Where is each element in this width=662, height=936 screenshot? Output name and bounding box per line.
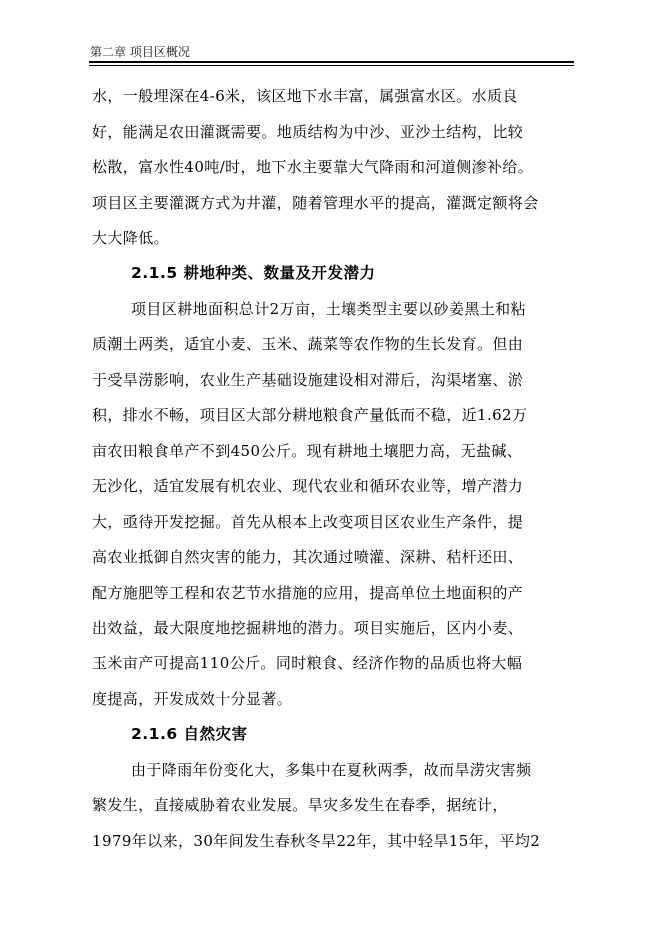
section-heading-2-1-6: 2.1.6 自然灾害	[131, 725, 248, 743]
section-heading-2-1-5: 2.1.5 耕地种类、数量及开发潜力	[131, 264, 376, 282]
text-line: 积，排水不畅，项目区大部分耕地粮食产量低而不稳，近1.62万	[92, 406, 528, 424]
text-line: 由于降雨年份变化大，多集中在夏秋两季，故而旱涝灾害频	[131, 761, 532, 779]
text-line: 亩农田粮食单产不到450公斤。现有耕地土壤肥力高，无盐碱、	[92, 442, 523, 460]
text-line: 无沙化，适宜发展有机农业、现代农业和循环农业等，增产潜力	[92, 477, 524, 495]
text-line: 项目区耕地面积总计2万亩，土壤类型主要以砂姜黑土和粘	[131, 300, 526, 318]
text-line: 大大降低。	[92, 229, 170, 247]
text-line: 好，能满足农田灌溉需要。地质结构为中沙、亚沙土结构，比较	[92, 123, 524, 141]
text-line: 大，亟待开发挖掘。首先从根本上改变项目区农业生产条件，提	[92, 513, 524, 531]
text-line: 项目区主要灌溉方式为井灌，随着管理水平的提高，灌溉定额将会	[92, 194, 539, 212]
text-line: 度提高，开发成效十分显著。	[92, 690, 293, 708]
text-line: 于受旱涝影响，农业生产基础设施建设相对滞后，沟渠堵塞、淤	[92, 371, 524, 389]
header-rule-thick	[89, 61, 574, 63]
text-line: 水，一般埋深在4-6米，该区地下水丰富，属强富水区。水质良	[92, 87, 518, 105]
text-line: 高农业抵御自然灾害的能力，其次通过喷灌、深耕、秸杆还田、	[92, 548, 524, 566]
text-line: 出效益，最大限度地挖掘耕地的潜力。项目实施后，区内小麦、	[92, 619, 524, 637]
text-line: 1979年以来，30年间发生春秋冬旱22年，其中轻旱15年，平均2	[92, 832, 541, 850]
text-line: 质潮土两类，适宜小麦、玉米、蔬菜等农作物的生长发育。但由	[92, 335, 524, 353]
header-rule-thin	[89, 65, 574, 66]
text-line: 繁发生，直接威胁着农业发展。旱灾多发生在春季，据统计，	[92, 796, 508, 814]
chapter-title: 第二章 项目区概况	[90, 45, 190, 59]
text-line: 松散，富水性40吨/时，地下水主要靠大气降雨和河道侧渗补给。	[92, 158, 534, 176]
text-line: 玉米亩产可提高110公斤。同时粮食、经济作物的品质也将大幅	[92, 654, 523, 672]
text-line: 配方施肥等工程和农艺节水措施的应用，提高单位土地面积的产	[92, 584, 524, 602]
